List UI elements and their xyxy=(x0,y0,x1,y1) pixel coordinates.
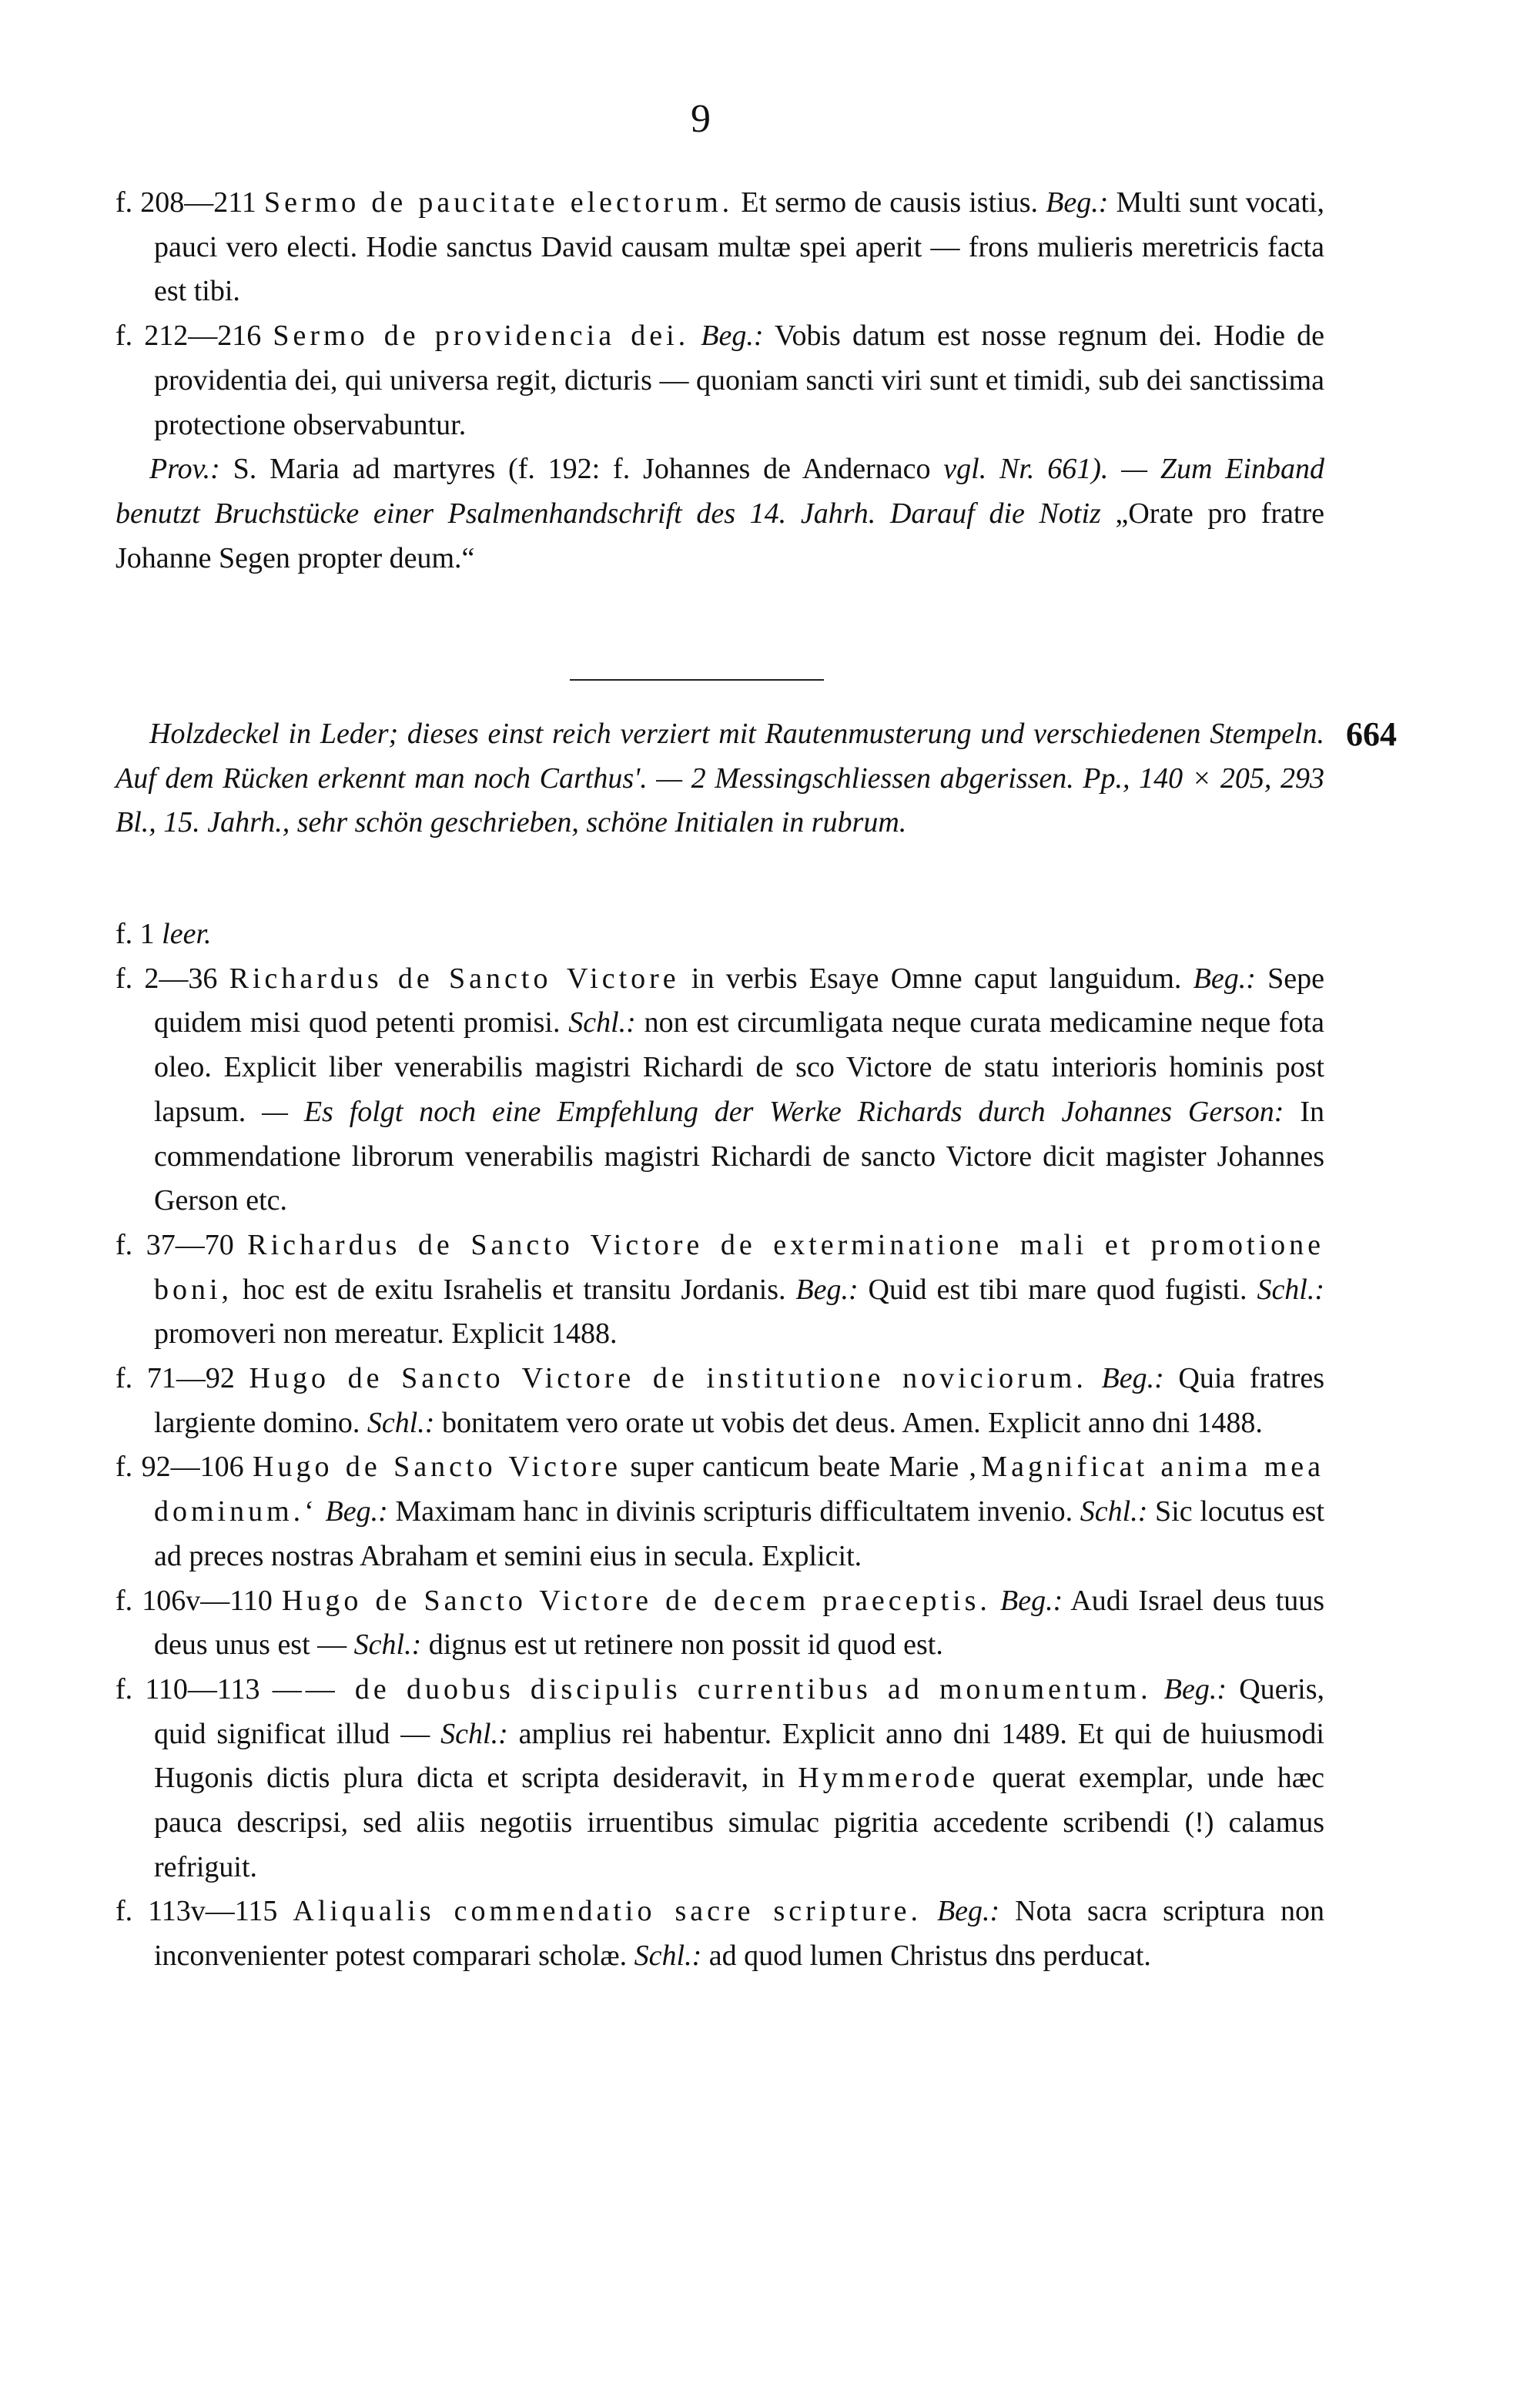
beg-label: Beg.: xyxy=(1101,1362,1164,1395)
provenance-note xyxy=(116,447,1324,581)
beg-label: Beg.: xyxy=(1000,1584,1063,1617)
folio: f. 71—92 xyxy=(116,1362,249,1395)
schl-label: Schl.: xyxy=(1080,1495,1148,1528)
entry-text: Maximam hanc in divinis scripturis difficultatem invenio. xyxy=(387,1495,1080,1528)
entry-title: Hugo de Sancto Victore de institutione noviciorum. xyxy=(249,1362,1087,1395)
entry-text: Sic locutus est ad preces nostras Abraham et semini eius in secula. Explicit. xyxy=(154,1495,1324,1572)
entry-text: Multi sunt vocati, pauci vero electi. Hodie sanctus David causam multæ spei aperit — frons mulieris meretricis facta est tibi. xyxy=(154,186,1324,308)
entry-title: Hugo de Sancto Victore de decem praeceptis. xyxy=(281,1584,991,1617)
binding-description xyxy=(116,712,1324,845)
schl-label: Schl.: xyxy=(634,1940,702,1973)
schl-label: Schl.: xyxy=(568,1006,636,1039)
beg-label: Beg.: xyxy=(795,1273,859,1306)
entry-208-211 xyxy=(116,181,1324,314)
entries-top xyxy=(116,181,1324,581)
prov-quote: „Orate pro fratre Johanne Segen propter deum.“ xyxy=(116,497,1324,574)
entry-text: promoveri non mereatur. Explicit 1488. xyxy=(154,1317,618,1351)
page-number: 9 xyxy=(691,97,711,141)
entry-text: non est circumligata neque curata medicamine neque fota oleo. Explicit liber venerabilis magistri Richardi de sco Victore de statu interioris hominis post lapsum. xyxy=(154,1006,1324,1128)
folio: f. 208—211 xyxy=(116,186,265,219)
entry-106v-110 xyxy=(116,1579,1324,1668)
entry-title: Richardus de Sancto Victore de exterminatione mali et promotione boni, xyxy=(154,1228,1325,1306)
entry-text: dignus est ut retinere non possit id quod est. xyxy=(421,1628,943,1662)
schl-label: Schl.: xyxy=(353,1628,422,1662)
desc-part1: Holzdeckel in Leder; dieses einst reich verziert mit Rautenmusterung und verschiedenen Stempeln. Auf dem Rücken erkennt man noch Carthus'. — 2 Messingschliessen abgerissen. Pp., xyxy=(116,718,1324,795)
entry-title: Richardus de Sancto Victore xyxy=(229,962,680,995)
leer-text: leer. xyxy=(162,918,212,950)
entry-text: hoc est de exitu Israhelis et transitu Jordanis. xyxy=(233,1273,796,1306)
entry-text: Quia fratres largiente domino. xyxy=(154,1362,1325,1439)
folio: f. 113v—115 xyxy=(116,1895,293,1928)
beg-label: Beg.: xyxy=(1193,962,1256,995)
folio: f. 2—36 xyxy=(116,962,229,995)
entry-2-36 xyxy=(116,957,1324,1223)
entry-212-216 xyxy=(116,314,1324,447)
prov-label: Prov.: xyxy=(149,453,220,486)
folio: f. 106v—110 xyxy=(116,1584,282,1617)
entry-title: Aliqualis commendatio sacre scripture. xyxy=(293,1895,922,1928)
entry-title: Sermo de providencia dei. xyxy=(273,320,690,353)
entry-text xyxy=(922,1895,937,1927)
entry-text: Sepe quidem misi quod petenti promisi. xyxy=(154,962,1324,1039)
entry-text: in verbis Esaye Omne caput languidum. xyxy=(679,962,1194,995)
entry-92-106 xyxy=(116,1445,1324,1578)
entry-37-70 xyxy=(116,1223,1324,1357)
entry-leer xyxy=(116,912,1324,957)
schl-label: Schl.: xyxy=(367,1406,435,1439)
entry-title: Sermo de paucitate electorum. xyxy=(264,186,734,219)
entry-text: ad quod lumen Christus dns perducat. xyxy=(701,1940,1151,1973)
entry-text: Audi Israel deus tuus deus unus est — xyxy=(154,1584,1325,1662)
section-divider xyxy=(570,679,824,681)
folio: f. 1 xyxy=(116,918,162,950)
desc-part2: Bl., 15. Jahrh., sehr schön geschrieben, schöne Initialen in rubrum. xyxy=(116,806,907,839)
folio: f. 92—106 xyxy=(116,1451,253,1484)
entry-note: — Es folgt noch eine Empfehlung der Werke Richards durch Johannes Gerson: xyxy=(262,1095,1284,1128)
entries-bottom xyxy=(116,912,1324,1979)
entry-text: super canticum beate Marie xyxy=(621,1451,968,1484)
schl-label: Schl.: xyxy=(1257,1273,1325,1306)
entry-text: Nota sacra scriptura non inconvenienter potest comparari scholæ. xyxy=(154,1895,1325,1973)
entry-title: Hugo de Sancto Victore xyxy=(253,1451,622,1484)
beg-label: Beg.: xyxy=(1046,186,1109,219)
beg-label: Beg.: xyxy=(689,320,764,353)
folio: f. 110—113 xyxy=(116,1672,273,1705)
entry-text xyxy=(1152,1673,1164,1705)
beg-label: Beg.: xyxy=(936,1895,1000,1928)
beg-label: Beg.: xyxy=(317,1495,388,1528)
entry-text: Et sermo de causis istius. xyxy=(733,186,1046,219)
entry-text xyxy=(991,1585,1000,1617)
entry-title: —— de duobus discipulis currentibus ad monumentum. xyxy=(272,1672,1152,1705)
entry-text: Quid est tibi mare quod fugisti. xyxy=(858,1273,1257,1306)
desc-dims: 140 × 205, 293 xyxy=(1130,762,1324,795)
description-text xyxy=(116,712,1324,845)
entry-title: ‚Magnificat anima mea dominum.‘ xyxy=(154,1451,1325,1528)
manuscript-number: 664 xyxy=(1346,715,1397,753)
prov-text: S. Maria ad martyres (f. 192: f. Johannes de Andernaco xyxy=(219,453,944,486)
entry-110-113 xyxy=(116,1668,1324,1890)
entry-text xyxy=(1087,1362,1102,1394)
entry-text: bonitatem vero orate ut vobis det deus. Amen. Explicit anno dni 1488. xyxy=(434,1406,1263,1439)
entry-text: querat exemplar, unde hæc pauca descripsi, sed aliis negotiis irruentibus simulac pigritia accedente scribendi (!) calamus refriguit. xyxy=(154,1762,1324,1883)
entry-text: Vobis datum est nosse regnum dei. Hodie de providentia dei, qui universa regit, dicturis — quoniam sancti viri sunt et timidi, sub dei sanctissima protectione observabuntur. xyxy=(154,320,1325,441)
beg-label: Beg.: xyxy=(1163,1672,1227,1705)
entry-113v-115 xyxy=(116,1890,1324,1978)
folio: f. 37—70 xyxy=(116,1228,248,1261)
folio: f. 212—216 xyxy=(116,320,273,353)
prov-note: vgl. Nr. 661). — Zum Einband benutzt Bruchstücke einer Psalmenhandschrift des 14. Jahrh. Darauf die Notiz xyxy=(116,453,1324,530)
entry-71-92 xyxy=(116,1357,1324,1445)
entry-text: In commendatione librorum venerabilis magistri Richardi de sancto Victore dicit magister Johannes Gerson etc. xyxy=(154,1095,1324,1217)
entry-text: Queris, quid significat illud — xyxy=(154,1672,1324,1750)
entry-text: amplius rei habentur. Explicit anno dni 1489. Et qui de huiusmodi Hugonis dictis plura dicta et scripta desideravit, in xyxy=(154,1717,1324,1795)
schl-label: Schl.: xyxy=(440,1717,508,1750)
place-name: Hymmerode xyxy=(798,1762,979,1795)
